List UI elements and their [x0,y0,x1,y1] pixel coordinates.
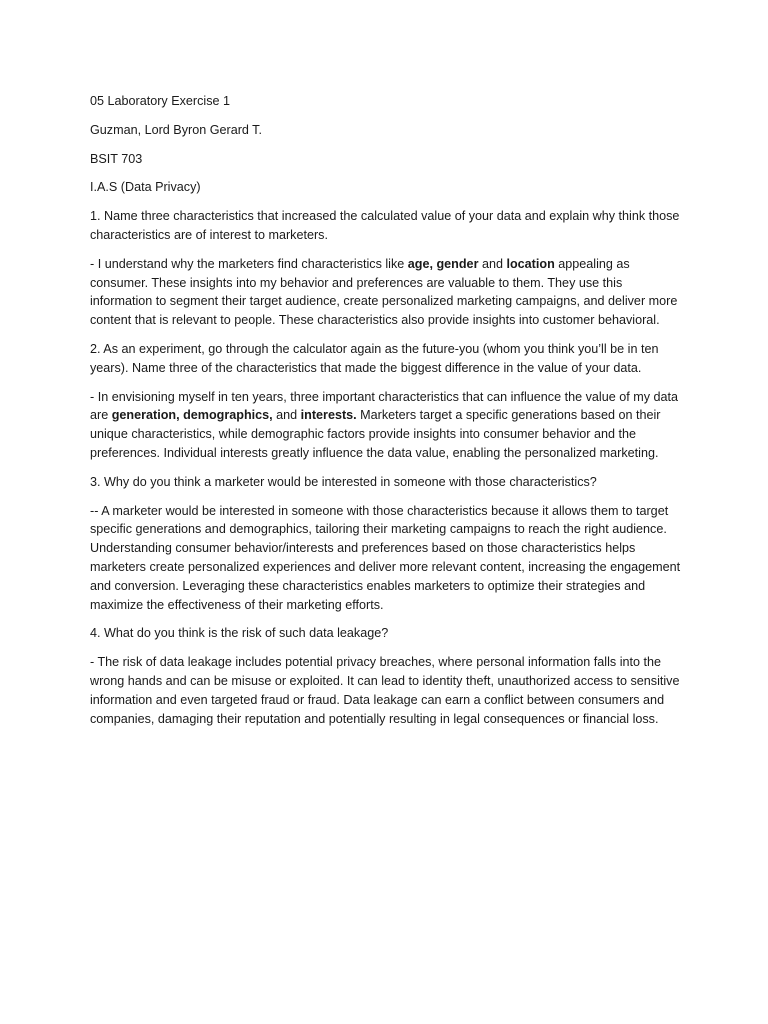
answer-1-bold-age-gender: age, gender [407,256,479,271]
document-title: 05 Laboratory Exercise 1 [90,94,231,108]
answer-3: -- A marketer would be interested in someone with those characteristics because it allows them to target specific generations and demographics, tailoring their marketing campaigns to reach the right audience. Understanding consumer behavior/interests and preferences based on those characteristics helps marketers create personalized experiences and deliver more relevant content, increasing the engagement and conversion. Leveraging these characteristics enables marketers to optimize their strategies and maximize the effectiveness of their marketing efforts. [90,503,681,612]
answer-2-text: Marketers target a specific generations based on their unique characteristics, while demographic factors provide insights into consumer behavior and the preferences. Individual interests greatly influence the data value, enabling the personalized marketing. [90,408,661,460]
answer-1 [90,255,682,330]
question-2: 2. As an experiment, go through the calculator again as the future-you (whom you think you’ll be in ten years). Name three of the characteristics that made the biggest difference in the value of your data. [90,341,659,375]
answer-2-bold-interests: interests. [300,408,357,423]
answer-2-text: and [272,408,301,423]
answer-1-text: appealing as consumer. These insights into my behavior and preferences are valuable to them. They use this information to segment their target audience, create personalized marketing campaigns, and deliver more content that is relevant to people. These characteristics also provide insights into customer behavioral. [90,256,678,328]
question-4: 4. What do you think is the risk of such data leakage? [90,626,389,641]
student-name: Guzman, Lord Byron Gerard T. [90,122,262,137]
course-name: I.A.S (Data Privacy) [90,180,201,195]
question-3: 3. Why do you think a marketer would be interested in someone with those characteristics? [90,474,597,489]
answer-1-text: - I understand why the marketers find characteristics like [90,256,408,271]
answer-4: - The risk of data leakage includes potential privacy breaches, where personal information falls into the wrong hands and can be misuse or exploited. It can lead to identity theft, unauthorized access to sensitive information and even targeted fraud or fraud. Data leakage can earn a conflict between consumers and companies, damaging their reputation and potentially resulting in legal consequences or financial loss. [90,655,680,726]
student-section: BSIT 703 [90,151,143,166]
question-1: 1. Name three characteristics that increased the calculated value of your data and explain why think those characteristics are of interest to marketers. [90,209,680,242]
answer-2 [90,388,682,463]
answer-2-text: - In envisioning myself in ten years, three important characteristics that can influence the value of my data are [90,389,679,423]
answer-2-bold-generation-demographics: generation, demographics, [111,408,273,423]
answer-1-text: and [478,256,507,271]
answer-1-bold-location: location [506,256,555,271]
